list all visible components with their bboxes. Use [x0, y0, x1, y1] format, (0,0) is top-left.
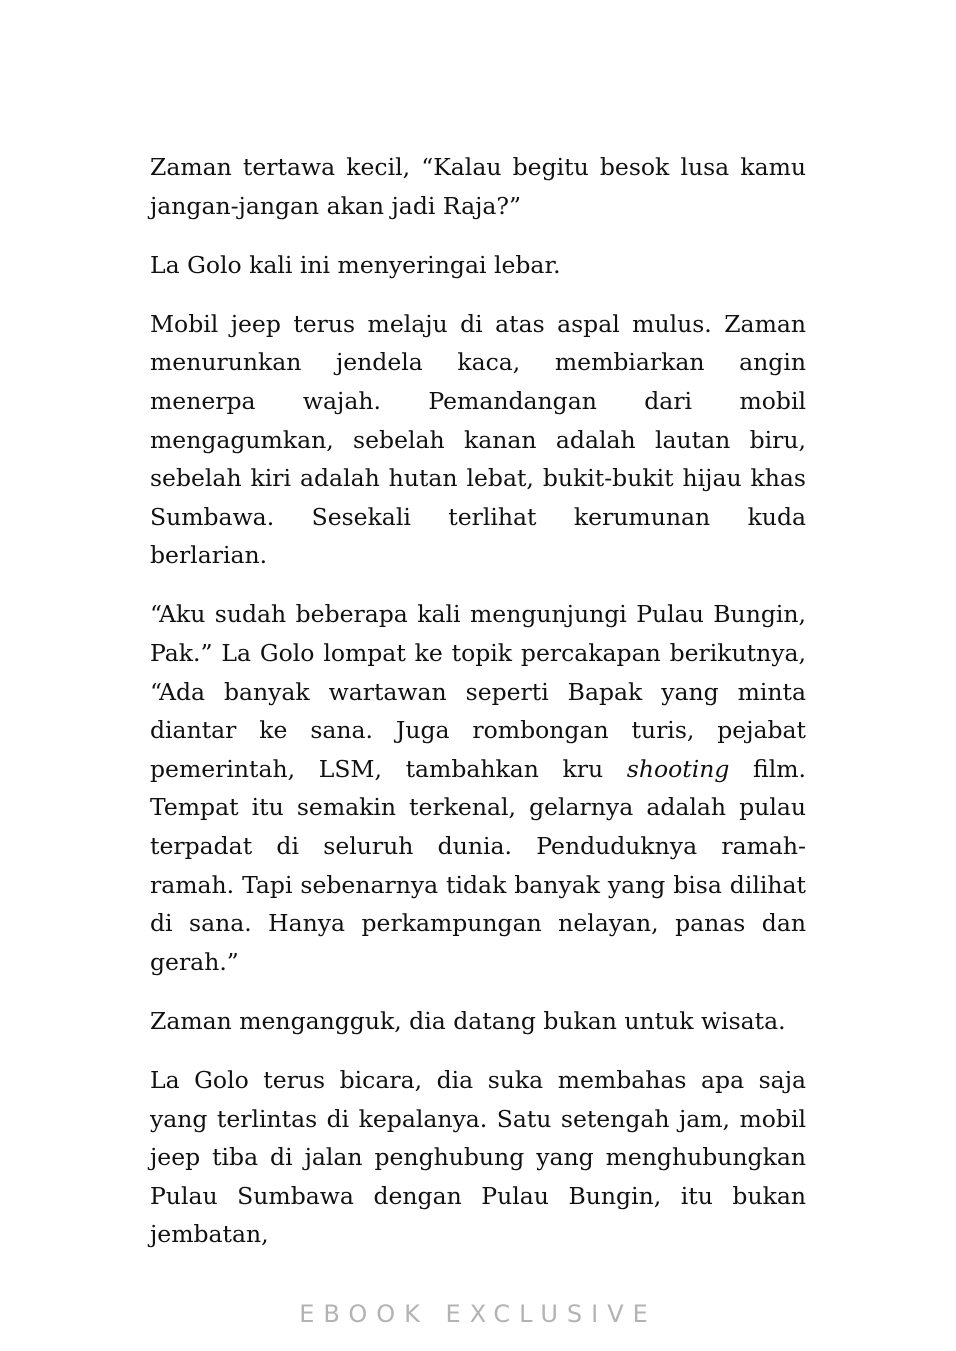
paragraph-4 — [150, 595, 806, 981]
paragraph-1: Zaman tertawa kecil, “Kalau begitu besok lusa kamu jangan-jangan akan jadi Raja?” — [150, 153, 806, 220]
body-text — [150, 148, 806, 1274]
paragraph-4-italic-word: shooting — [626, 754, 730, 783]
paragraph-2: La Golo kali ini menyeringai lebar. — [150, 250, 561, 279]
footer-watermark: EBOOK EXCLUSIVE — [299, 1300, 657, 1328]
paragraph-6: La Golo terus bicara, dia suka membahas apa saja yang terlintas di kepalanya. Satu setengah jam, mobil jeep tiba di jalan penghubung yang menghubungkan Pulau Sumbawa dengan Pulau Bungin, itu bukan jembatan, — [150, 1065, 806, 1249]
paragraph-4-text-after: film. Tempat itu semakin terkenal, gelarnya adalah pulau terpadat di seluruh dunia. Penduduknya ramah-ramah. Tapi sebenarnya tidak banyak yang bisa dilihat di sana. Hanya perkampungan nelayan, panas dan gerah.” — [150, 754, 806, 976]
paragraph-3: Mobil jeep terus melaju di atas aspal mulus. Zaman menurunkan jendela kaca, membiarkan angin menerpa wajah. Pemandangan dari mobil mengagumkan, sebelah kanan adalah lautan biru, sebelah kiri adalah hutan lebat, bukit-bukit hijau khas Sumbawa. Sesekali terlihat kerumunan kuda berlarian. — [150, 309, 806, 570]
paragraph-5: Zaman mengangguk, dia datang bukan untuk wisata. — [150, 1006, 786, 1035]
paragraph-4-text-before: “Aku sudah beberapa kali mengunjungi Pulau Bungin, Pak.” La Golo lompat ke topik percakapan berikutnya, “Ada banyak wartawan seperti Bapak yang minta diantar ke sana. Juga rombongan turis, pejabat pemerintah, LSM, tambahkan kru — [150, 600, 806, 783]
